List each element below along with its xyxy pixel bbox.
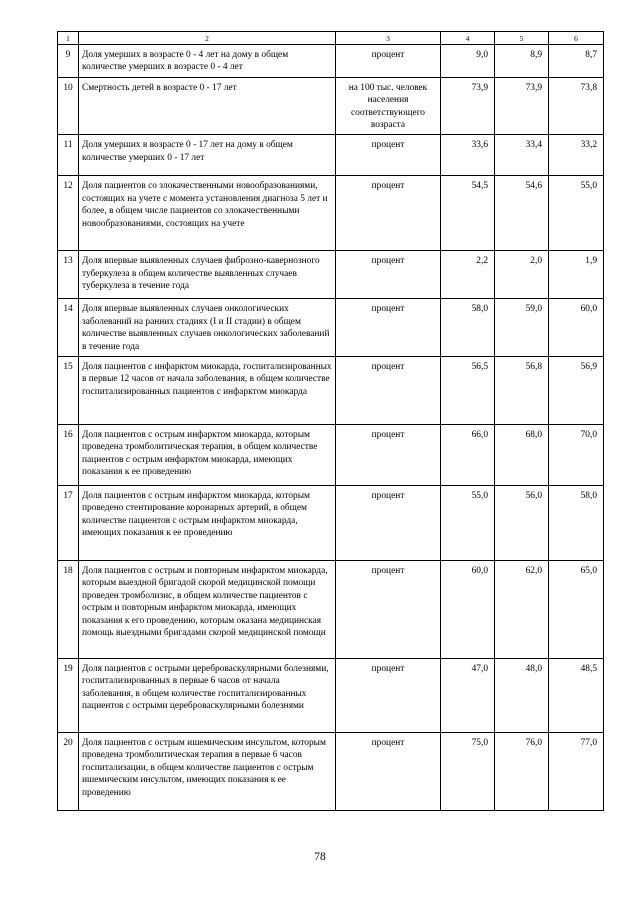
row-number: 12 — [58, 176, 79, 251]
value-year-3: 8,7 — [549, 45, 604, 78]
table-row — [58, 357, 604, 425]
value-year-1: 55,0 — [441, 486, 495, 561]
indicator-name: Доля умерших в возрасте 0 - 17 лет на дому в общем количестве умерших 0 - 17 лет — [79, 135, 336, 176]
unit-of-measure: процент — [336, 425, 441, 486]
document-page — [57, 31, 603, 811]
row-number: 20 — [58, 733, 79, 811]
unit-of-measure: процент — [336, 176, 441, 251]
unit-of-measure: процент — [336, 659, 441, 733]
unit-of-measure: процент — [336, 135, 441, 176]
value-year-3: 33,2 — [549, 135, 604, 176]
table-row — [58, 135, 604, 176]
value-year-1: 9,0 — [441, 45, 495, 78]
value-year-2: 2,0 — [495, 251, 549, 299]
row-number: 16 — [58, 425, 79, 486]
table-row — [58, 659, 604, 733]
table-row — [58, 45, 604, 78]
value-year-3: 58,0 — [549, 486, 604, 561]
page-number: 78 — [314, 851, 326, 863]
value-year-3: 70,0 — [549, 425, 604, 486]
value-year-1: 33,6 — [441, 135, 495, 176]
column-number-row — [58, 32, 604, 45]
table-row — [58, 299, 604, 357]
value-year-3: 55,0 — [549, 176, 604, 251]
value-year-2: 8,9 — [495, 45, 549, 78]
value-year-1: 60,0 — [441, 561, 495, 659]
column-number: 5 — [495, 32, 549, 45]
indicator-name: Доля пациентов с острым и повторным инфарктом миокарда, которым выездной бригадой скорой медицинской помощи проведен тромболизис, в общем количестве пациентов с острым и повторным инфарктом миокарда, имеющих показания к его проведению, которым оказана медицинская помощь выездными бригадами скорой медицинской помощи — [79, 561, 336, 659]
value-year-3: 60,0 — [549, 299, 604, 357]
row-number: 13 — [58, 251, 79, 299]
unit-of-measure: процент — [336, 299, 441, 357]
indicator-name: Смертность детей в возрасте 0 - 17 лет — [79, 77, 336, 135]
table-row — [58, 733, 604, 811]
indicator-name: Доля впервые выявленных случаев фиброзно-кавернозного туберкулеза в общем количестве выявленных случаев туберкулеза в течение года — [79, 251, 336, 299]
indicator-name: Доля пациентов с инфарктом миокарда, госпитализированных в первые 12 часов от начала заболевания, в общем количестве госпитализированных пациентов с инфарктом миокарда — [79, 357, 336, 425]
value-year-1: 47,0 — [441, 659, 495, 733]
value-year-3: 77,0 — [549, 733, 604, 811]
value-year-1: 54,5 — [441, 176, 495, 251]
value-year-3: 73,8 — [549, 77, 604, 135]
value-year-2: 76,0 — [495, 733, 549, 811]
indicator-name: Доля пациентов с острым инфарктом миокарда, которым проведена тромболитическая терапия, в общем количестве пациентов с острым инфарктом миокарда, имеющих показания к ее проведению — [79, 425, 336, 486]
indicator-name: Доля пациентов с острым инфарктом миокарда, которым проведено стентирование коронарных артерий, в общем количестве пациентов с острым инфарктом миокарда, имеющих показания к ее проведению — [79, 486, 336, 561]
value-year-1: 56,5 — [441, 357, 495, 425]
value-year-1: 75,0 — [441, 733, 495, 811]
value-year-1: 2,2 — [441, 251, 495, 299]
value-year-3: 56,9 — [549, 357, 604, 425]
table-row — [58, 77, 604, 135]
indicator-name: Доля пациентов с острыми цереброваскулярными болезнями, госпитализированных в первые 6 часов от начала заболевания, в общем количестве госпитализированных пациентов с острыми цереброваскулярными болезнями — [79, 659, 336, 733]
column-number: 2 — [79, 32, 336, 45]
value-year-2: 33,4 — [495, 135, 549, 176]
indicator-name: Доля пациентов с острым ишемическим инсультом, которым проведена тромболитическая терапия в первые 6 часов госпитализации, в общем количестве пациентов с острым ишемическим инсультом, имеющих показания к ее проведению — [79, 733, 336, 811]
value-year-2: 73,9 — [495, 77, 549, 135]
table-row — [58, 425, 604, 486]
value-year-2: 54,6 — [495, 176, 549, 251]
value-year-2: 59,0 — [495, 299, 549, 357]
value-year-2: 62,0 — [495, 561, 549, 659]
unit-of-measure: на 100 тыс. человек населения соответствующего возраста — [336, 77, 441, 135]
table-row — [58, 251, 604, 299]
indicators-table — [57, 31, 604, 811]
value-year-2: 68,0 — [495, 425, 549, 486]
value-year-3: 48,5 — [549, 659, 604, 733]
row-number: 14 — [58, 299, 79, 357]
row-number: 10 — [58, 77, 79, 135]
row-number: 19 — [58, 659, 79, 733]
row-number: 18 — [58, 561, 79, 659]
table-row — [58, 176, 604, 251]
column-number: 6 — [549, 32, 604, 45]
row-number: 15 — [58, 357, 79, 425]
table-row — [58, 486, 604, 561]
unit-of-measure: процент — [336, 561, 441, 659]
unit-of-measure: процент — [336, 251, 441, 299]
unit-of-measure: процент — [336, 486, 441, 561]
indicator-name: Доля впервые выявленных случаев онкологических заболеваний на ранних стадиях (I и II стадии) в общем количестве выявленных случаев онкологических заболеваний в течение года — [79, 299, 336, 357]
table-row — [58, 561, 604, 659]
value-year-2: 56,0 — [495, 486, 549, 561]
value-year-1: 66,0 — [441, 425, 495, 486]
value-year-3: 1,9 — [549, 251, 604, 299]
column-number: 1 — [58, 32, 79, 45]
row-number: 17 — [58, 486, 79, 561]
value-year-3: 65,0 — [549, 561, 604, 659]
column-number: 3 — [336, 32, 441, 45]
unit-of-measure: процент — [336, 45, 441, 78]
value-year-1: 73,9 — [441, 77, 495, 135]
row-number: 11 — [58, 135, 79, 176]
column-number: 4 — [441, 32, 495, 45]
row-number: 9 — [58, 45, 79, 78]
indicator-name: Доля пациентов со злокачественными новообразованиями, состоящих на учете с момента установления диагноза 5 лет и более, в общем числе пациентов со злокачественными новообразованиями, состоящих на учете — [79, 176, 336, 251]
value-year-2: 56,8 — [495, 357, 549, 425]
unit-of-measure: процент — [336, 733, 441, 811]
indicator-name: Доля умерших в возрасте 0 - 4 лет на дому в общем количестве умерших в возрасте 0 - 4 лет — [79, 45, 336, 78]
value-year-2: 48,0 — [495, 659, 549, 733]
value-year-1: 58,0 — [441, 299, 495, 357]
unit-of-measure: процент — [336, 357, 441, 425]
